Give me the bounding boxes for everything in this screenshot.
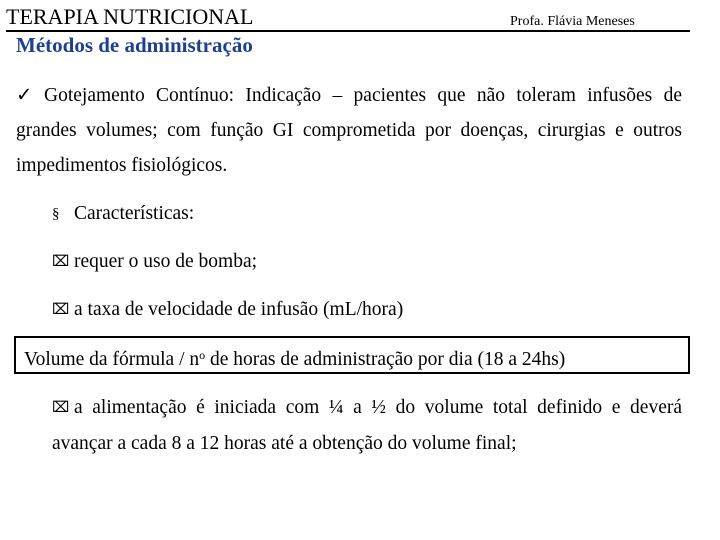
box-bullet-icon: ⌧ (52, 400, 70, 416)
list-item (52, 249, 257, 275)
main-paragraph (16, 78, 682, 183)
section-bullet-icon: § (52, 206, 60, 222)
section-heading (52, 201, 194, 227)
section-heading-text: Características: (74, 203, 195, 224)
header-author: Profa. Flávia Meneses (510, 14, 635, 29)
list-item-text: requer o uso de bomba; (74, 251, 258, 272)
list-item (52, 297, 403, 323)
check-icon: ✓ (16, 85, 33, 106)
box-bullet-icon: ⌧ (52, 302, 70, 318)
header-subtitle: Métodos de administração (16, 33, 253, 57)
formula-box (14, 336, 690, 374)
header-title: TERAPIA NUTRICIONAL (6, 4, 254, 29)
list-item (52, 390, 682, 461)
formula-text-part2: de horas de administração por dia (18 a 24hs) (205, 349, 566, 370)
formula-superscript: o (199, 348, 206, 362)
formula-text-part1: Volume da fórmula / n (24, 349, 200, 370)
box-bullet-icon: ⌧ (52, 254, 70, 270)
list-item-text: a taxa de velocidade de infusão (mL/hora) (74, 299, 404, 320)
list-item-text: a alimentação é iniciada com ¼ a ½ do volume total definido e deverá avançar a cada 8 a 12 horas até a obtenção do volume final; (52, 397, 682, 454)
main-paragraph-text: Gotejamento Contínuo: Indicação – pacientes que não toleram infusões de grandes volumes; com função GI comprometida por doenças, cirurgias e outros impedimentos fisiológicos. (16, 85, 682, 176)
